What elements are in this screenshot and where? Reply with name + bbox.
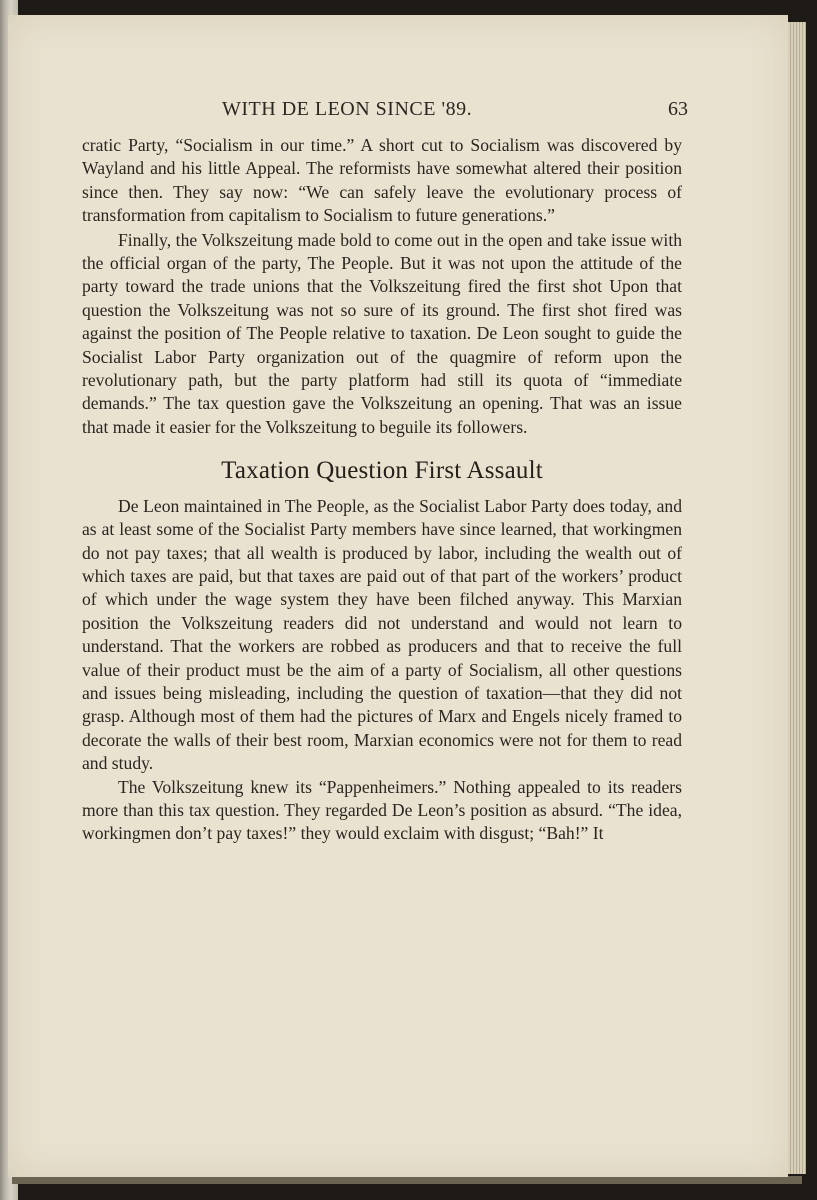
page-number: 63 (668, 98, 688, 120)
paragraph: The Volkszeitung knew its “Pappenheimers.” Nothing appealed to its readers more than this tax question. They regarded De Leon’s position as absurd. “The idea, workingmen don’t pay taxes!” they would exclaim with disgust; “Bah!” It (82, 776, 682, 844)
paragraph: De Leon maintained in The People, as the Socialist Labor Party does today, and as at least some of the Socialist Party members have since learned, that workingmen do not pay taxes; that all wealth is produced by labor, including the wealth out of which taxes are paid, but that taxes are paid out of that part of the workers’ product of which under the wage system they have been filched anyway. This Marxian position the Volkszeitung readers did not understand and would not learn to understand. That the workers are robbed as producers and that to receive the full value of their product must be the aim of a party of Socialism, all other questions and issues being misleading, including the question of taxation—that they did not grasp. Although most of them had the pictures of Marx and Engels nicely framed to decorate the walls of their best room, Marxian economics were not for them to read and study. (82, 495, 682, 774)
section-heading: Taxation Question First Assault (221, 457, 543, 485)
page-edges (788, 22, 806, 1174)
book-bottom-edge (12, 1176, 802, 1184)
paragraph: Finally, the Volkszeitung made bold to come out in the open and take issue with the official organ of the party, The People. But it was not upon the attitude of the party toward the trade unions that the Volkszeitung fired the first shot Upon that question the Volkszeitung was not so sure of its ground. The first shot fired was against the position of The People relative to taxation. De Leon sought to guide the Socialist Labor Party organization out of the quagmire of reform upon the revolutionary path, but the party platform had still its quota of “immediate demands.” The tax question gave the Volkszeitung an opening. That was an issue that made it easier for the Volkszeitung to beguile its followers. (82, 229, 682, 437)
running-head: WITH DE LEON SINCE '89. (222, 98, 473, 120)
paragraph-continued: cratic Party, “Socialism in our time.” A short cut to Socialism was discovered by Wayland and his little Appeal. The reformists have somewhat altered their position since then. They say now: “We can safely leave the evolutionary process of transformation from capitalism to Socialism to future generations.” (82, 135, 682, 226)
body-text (82, 134, 682, 846)
